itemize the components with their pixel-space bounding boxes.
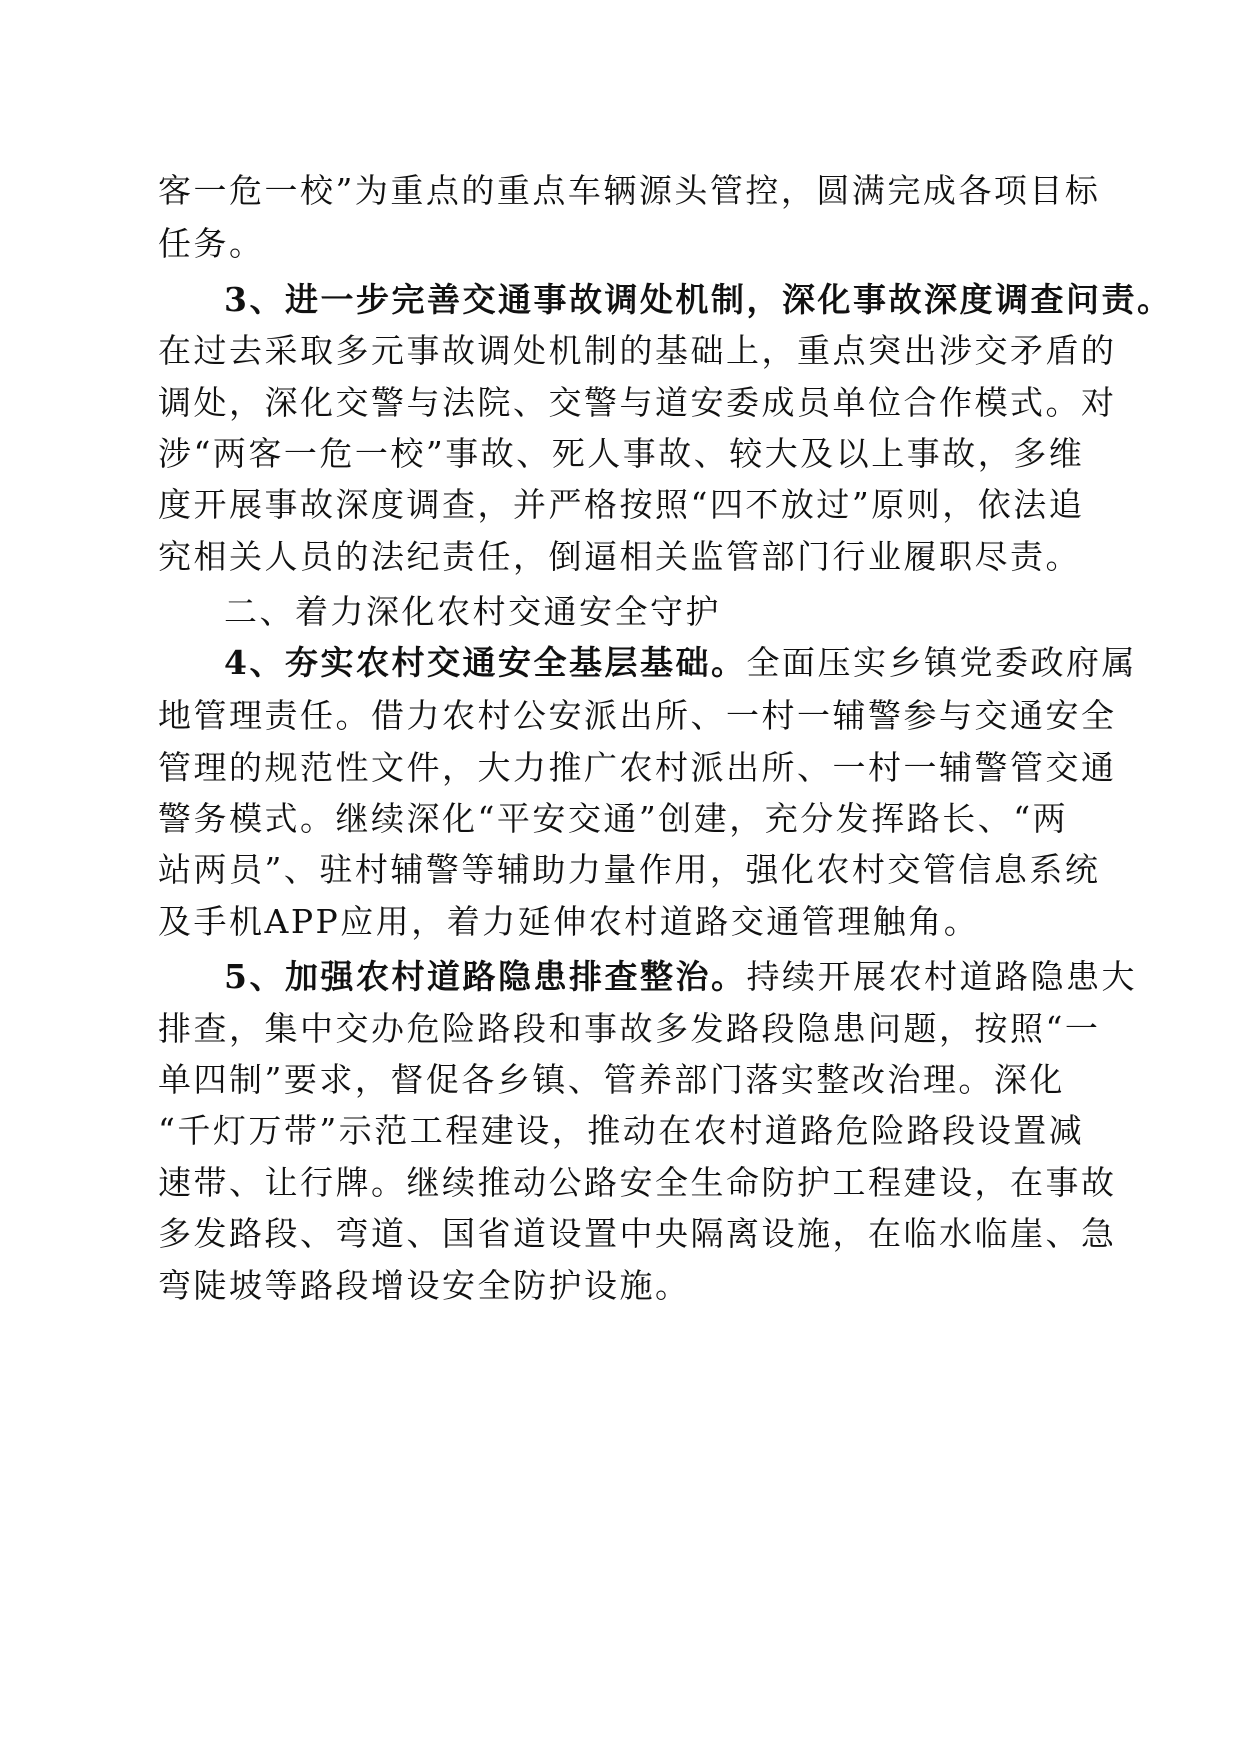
item-3-first-line [224,272,1173,328]
paragraph-line: 地管理责任。借力农村公安派出所、一村一辅警参与交通安全 [158,696,1117,735]
paragraph-line: 客一危一校”为重点的重点车辆源头管控，圆满完成各项目标 [158,171,1101,210]
paragraph-line: 警务模式。继续深化“平安交通”创建，充分发挥路长、“两 [158,799,1069,838]
item-4-first-line [224,635,1137,691]
item-5-heading: 5、加强农村道路隐患排查整治。 [224,957,747,996]
paragraph-line: 弯陡坡等路段增设安全防护设施。 [158,1266,691,1305]
paragraph-line: 站两员”、驻村辅警等辅助力量作用，强化农村交管信息系统 [158,850,1101,889]
item-3-heading: 3、进一步完善交通事故调处机制，深化事故深度调查问责。 [224,280,1173,319]
paragraph-line: 任务。 [158,224,265,263]
paragraph-line: 及手机APP应用，着力延伸农村道路交通管理触角。 [158,902,980,941]
paragraph-line: 调处，深化交警与法院、交警与道安委成员单位合作模式。对 [158,383,1117,422]
paragraph-line: 排查，集中交办危险路段和事故多发路段隐患问题，按照“一 [158,1009,1101,1048]
paragraph-line: “千灯万带”示范工程建设，推动在农村道路危险路段设置减 [158,1111,1085,1150]
paragraph-line: 管理的规范性文件，大力推广农村派出所、一村一辅警管交通 [158,748,1117,787]
item-4-text: 全面压实乡镇党委政府属 [746,643,1137,682]
paragraph-line: 度开展事故深度调查，并严格按照“四不放过”原则，依法追 [158,485,1085,524]
item-4-heading: 4、夯实农村交通安全基层基础。 [224,643,747,682]
section-heading: 二、着力深化农村交通安全守护 [224,592,721,631]
paragraph-line: 多发路段、弯道、国省道设置中央隔离设施，在临水临崖、急 [158,1214,1117,1253]
paragraph-line: 单四制”要求，督促各乡镇、管养部门落实整改治理。深化 [158,1060,1065,1099]
paragraph-line: 究相关人员的法纪责任，倒逼相关监管部门行业履职尽责。 [158,537,1081,576]
item-5-first-line [224,949,1137,1005]
item-5-text: 持续开展农村道路隐患大 [746,957,1137,996]
paragraph-line: 速带、让行牌。继续推动公路安全生命防护工程建设，在事故 [158,1163,1117,1202]
paragraph-line: 涉“两客一危一校”事故、死人事故、较大及以上事故，多维 [158,434,1085,473]
paragraph-line: 在过去采取多元事故调处机制的基础上，重点突出涉交矛盾的 [158,331,1117,370]
